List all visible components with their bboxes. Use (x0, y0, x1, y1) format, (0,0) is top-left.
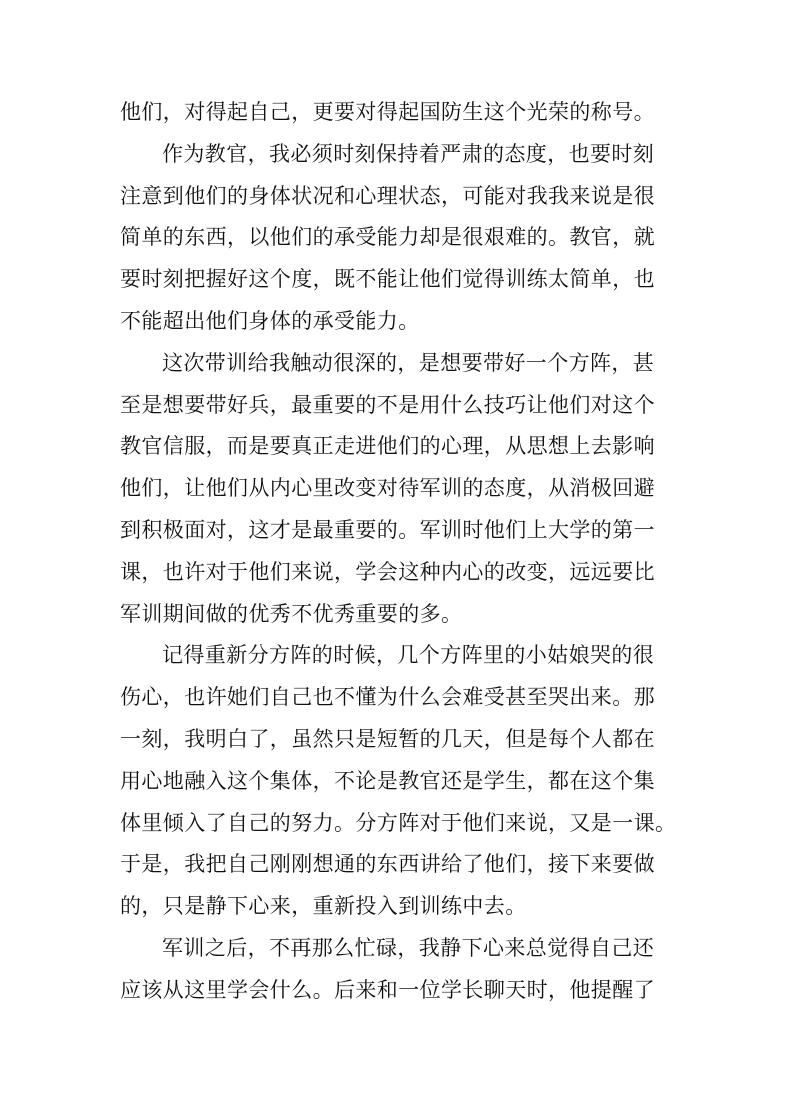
text-line: 的，只是静下心来，重新投入到训练中去。 (120, 894, 527, 919)
text-line: 不能超出他们身体的承受能力。 (120, 308, 420, 333)
text-line: 他们，对得起自己，更要对得起国防生这个光荣的称号。 (120, 100, 655, 124)
text-line: 课，也许对于他们来说，学会这种内心的改变，远远要比 (120, 559, 655, 584)
paragraph-start-line: 军训之后，不再那么忙碌，我静下心来总觉得自己还 (162, 935, 655, 960)
text-line: 伤心，也许她们自己也不懂为什么会难受甚至哭出来。那 (120, 685, 655, 710)
text-line: 应该从这里学会什么。后来和一位学长聊天时，他提醒了 (120, 977, 655, 1002)
paragraph-start-line: 这次带训给我触动很深的，是想要带好一个方阵，甚 (162, 350, 655, 375)
paragraph-start-line: 作为教官，我必须时刻保持着严肃的态度，也要时刻 (162, 141, 655, 166)
text-line: 于是，我把自己刚刚想通的东西讲给了他们，接下来要做 (120, 852, 655, 877)
text-line: 军训期间做的优秀不优秀重要的多。 (120, 601, 463, 626)
text-line: 教官信服，而是要真正走进他们的心理，从思想上去影响 (120, 434, 655, 459)
paragraph-start-line: 记得重新分方阵的时候，几个方阵里的小姑娘哭的很 (162, 643, 655, 668)
text-line: 他们，让他们从内心里改变对待军训的态度，从消极回避 (120, 476, 655, 501)
body-text (120, 92, 680, 1012)
text-line: 注意到他们的身体状况和心理状态，可能对我我来说是很 (120, 183, 655, 208)
text-line: 到积极面对，这才是最重要的。军训时他们上大学的第一 (120, 517, 655, 542)
text-line: 至是想要带好兵，最重要的不是用什么技巧让他们对这个 (120, 392, 655, 417)
text-line: 要时刻把握好这个度，既不能让他们觉得训练太简单，也 (120, 267, 655, 292)
text-line: 简单的东西，以他们的承受能力却是很艰难的。教官，就 (120, 225, 655, 250)
text-line: 用心地融入这个集体，不论是教官还是学生，都在这个集 (120, 768, 655, 793)
text-line: 一刻，我明白了，虽然只是短暂的几天，但是每个人都在 (120, 726, 655, 751)
text-line: 体里倾入了自己的努力。分方阵对于他们来说，又是一课。 (120, 810, 677, 835)
